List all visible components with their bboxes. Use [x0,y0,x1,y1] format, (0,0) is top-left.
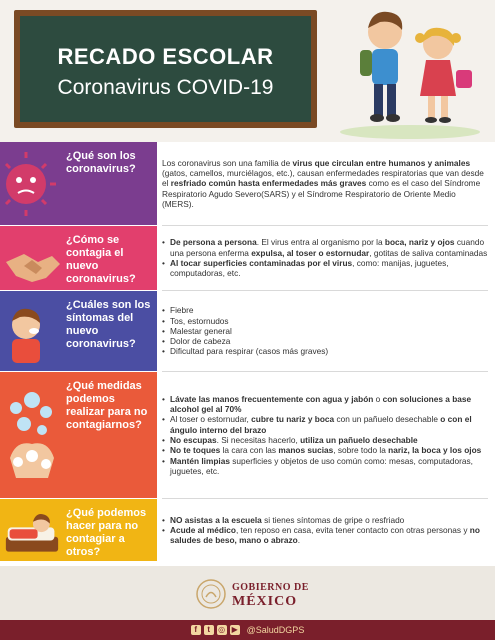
resting-child-icon [2,505,62,561]
section-label [0,372,157,498]
list-item: • Tos, estornudos [162,316,488,326]
list-item: • Fiebre [162,305,488,315]
sick-child-icon [2,297,62,367]
page-title: RECADO ESCOLAR [57,44,274,69]
virus-icon [2,148,62,218]
section-question: ¿Cómo se contagia el nuevo coronavirus? [66,234,136,285]
header-banner [0,0,495,142]
page-subtitle: Coronavirus COVID-19 [57,76,274,99]
list-item: • No escupas. Si necesitas hacerlo, utiliza un pañuelo desechable [162,435,488,445]
section-label [0,226,157,290]
instagram-icon[interactable]: ◎ [218,625,226,634]
section-content [162,142,488,225]
school-kids-illustration [330,4,490,139]
government-country: MÉXICO [232,594,298,609]
section-protect-others [0,499,495,561]
government-label: GOBIERNO DE [232,582,309,593]
section-prevention [0,372,495,498]
list-item: • No te toques la cara con las manos sucias, sobre todo la nariz, la boca y los ojos [162,445,488,455]
youtube-icon[interactable]: ▶ [231,625,238,634]
list-item: • Mantén limpias superficies y objetos de uso común como: mesas, computadoras, juguetes, etc. [162,456,488,477]
list-item: • Al toser o estornudar, cubre tu nariz y boca con un pañuelo desechable o con el ángulo interno del brazo [162,414,488,435]
list-item: • Al tocar superficies contaminadas por el virus, como: manijas, juguetes, computadoras, etc. [162,258,488,279]
list-item: • Acude al médico, ten reposo en casa, evita tener contacto con otras personas y no saludes de beso, mano o abrazo. [162,525,488,546]
chalkboard [14,10,317,128]
facebook-icon[interactable]: f [191,625,201,635]
section-question: ¿Qué podemos hacer para no contagiar a otros? [66,507,147,558]
section-label [0,499,157,561]
list-item: • Lávate las manos frecuentemente con agua y jabón o con soluciones a base alcohol gel al 70% [162,394,488,415]
section-content [162,499,488,561]
social-handle[interactable]: @SaludDGPS [246,625,305,635]
section-label [0,291,157,371]
list-item: • NO asistas a la escuela si tienes síntomas de gripe o resfriado [162,515,488,525]
twitter-icon[interactable]: t [204,625,214,635]
section-label [0,142,157,225]
section-content [162,372,488,498]
section-what-are [0,142,495,225]
footer [0,566,495,620]
social-bar [0,620,495,640]
section-how-spread [0,226,495,290]
handwashing-icon [2,378,62,488]
section-content [162,226,488,290]
mexico-seal-icon [195,578,227,610]
section-content [162,291,488,371]
list-item: • Dolor de cabeza [162,336,488,346]
handshake-icon [2,232,62,290]
list-item: • Dificultad para respirar (casos más graves) [162,346,488,356]
section-paragraph: Los coronavirus son una familia de virus que circulan entre humanos y animales (gatos, camellos, murciélagos, etc.), causan enfermedades respiratorias que van desde el resfriado común hasta enfermedades más graves como es el caso del Síndrome Respiratorio Agudo Severo(SARS) y el Síndrome Respiratorio de Oriente Medio (MERS). [162,157,484,209]
section-question: ¿Qué medidas podemos realizar para no contagiarnos? [66,380,148,431]
section-question: ¿Qué son los coronavirus? [66,150,136,175]
section-symptoms [0,291,495,371]
list-item: • Malestar general [162,326,488,336]
list-item: • De persona a persona. El virus entra al organismo por la boca, nariz y ojos cuando una persona enferma expulsa, al toser o estornudar, gotitas de saliva contaminadas [162,237,488,258]
section-question: ¿Cuáles son los síntomas del nuevo coronavirus? [66,299,151,350]
